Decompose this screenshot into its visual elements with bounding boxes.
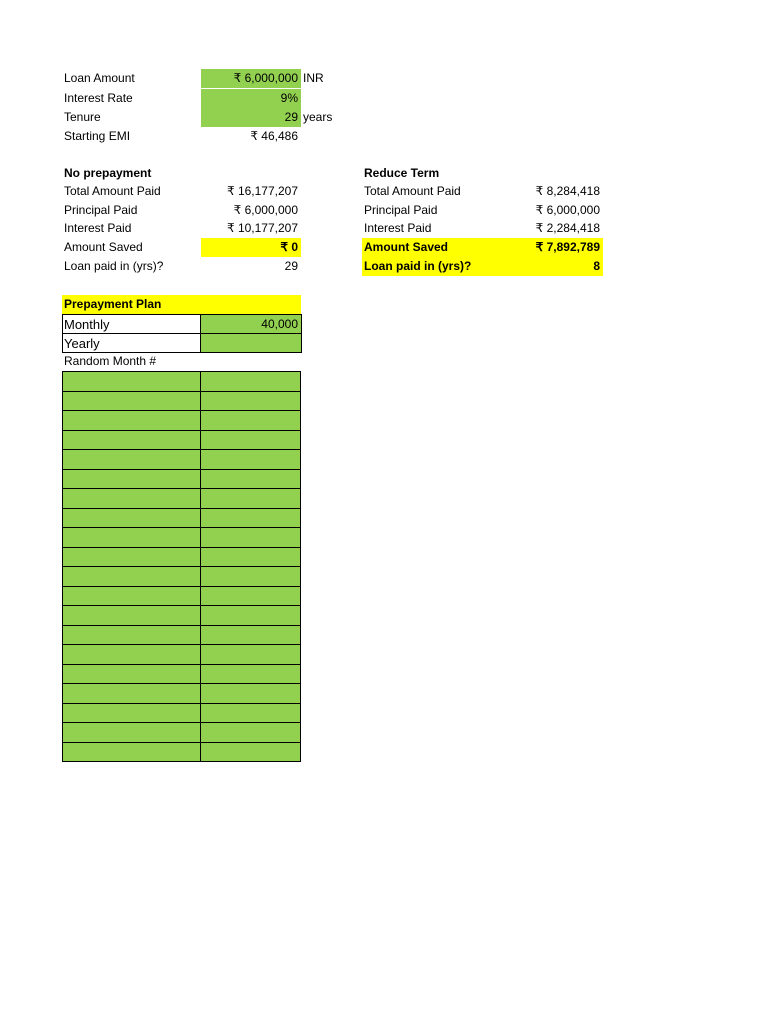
np-principal-value: ₹ 6,000,000	[233, 203, 298, 217]
np-interest-value: ₹ 10,177,207	[226, 221, 298, 235]
random-month-number-cell[interactable]	[63, 547, 201, 567]
random-month-amount-cell[interactable]	[201, 664, 301, 684]
random-month-amount-cell[interactable]	[201, 703, 301, 723]
random-month-number-cell[interactable]	[63, 664, 201, 684]
random-month-row	[63, 450, 301, 470]
loan-amount-label: Loan Amount	[64, 71, 135, 85]
monthly-value-cell[interactable]: 40,000	[200, 314, 302, 334]
random-month-amount-cell[interactable]	[201, 528, 301, 548]
random-month-amount-cell[interactable]	[201, 723, 301, 743]
rt-interest-value: ₹ 2,284,418	[535, 221, 600, 235]
rt-interest-label: Interest Paid	[364, 221, 432, 235]
rt-total-paid-value: ₹ 8,284,418	[535, 184, 600, 198]
random-month-amount-cell[interactable]	[201, 625, 301, 645]
random-month-amount-cell[interactable]	[201, 567, 301, 587]
random-month-row	[63, 586, 301, 606]
no-prepayment-title: No prepayment	[64, 166, 152, 180]
rt-amount-saved-value: ₹ 7,892,789	[501, 238, 603, 257]
monthly-label: Monthly	[64, 317, 110, 332]
random-month-number-cell[interactable]	[63, 411, 201, 431]
starting-emi-cell: ₹ 46,486	[250, 129, 298, 143]
rt-total-paid-label: Total Amount Paid	[364, 184, 461, 198]
random-month-amount-cell[interactable]	[201, 606, 301, 626]
random-month-row	[63, 430, 301, 450]
random-month-amount-cell[interactable]	[201, 547, 301, 567]
random-month-number-cell[interactable]	[63, 391, 201, 411]
random-month-amount-cell[interactable]	[201, 645, 301, 665]
np-years-label: Loan paid in (yrs)?	[64, 259, 164, 273]
random-month-amount-cell[interactable]	[201, 450, 301, 470]
random-month-label: Random Month #	[64, 354, 157, 368]
random-month-row	[63, 547, 301, 567]
random-month-amount-cell[interactable]	[201, 391, 301, 411]
random-month-amount-cell[interactable]	[201, 586, 301, 606]
random-month-row	[63, 508, 301, 528]
random-month-number-cell[interactable]	[63, 625, 201, 645]
np-years-value: 29	[284, 259, 298, 273]
rt-amount-saved-label: Amount Saved	[362, 238, 501, 257]
random-month-row	[63, 469, 301, 489]
random-month-number-cell[interactable]	[63, 723, 201, 743]
loan-amount-unit: INR	[303, 71, 324, 85]
np-amount-saved-label: Amount Saved	[64, 240, 143, 254]
random-month-number-cell[interactable]	[63, 528, 201, 548]
random-month-number-cell[interactable]	[63, 684, 201, 704]
prepayment-plan-title: Prepayment Plan	[62, 295, 301, 314]
random-month-number-cell[interactable]	[63, 567, 201, 587]
np-principal-label: Principal Paid	[64, 203, 138, 217]
random-month-amount-cell[interactable]	[201, 684, 301, 704]
np-total-paid-value: ₹ 16,177,207	[226, 184, 298, 198]
interest-rate-cell[interactable]: 9%	[201, 89, 301, 108]
random-month-row	[63, 645, 301, 665]
random-month-row	[63, 411, 301, 431]
random-month-row	[63, 625, 301, 645]
random-month-amount-cell[interactable]	[201, 508, 301, 528]
random-month-row	[63, 703, 301, 723]
loan-amount-cell[interactable]: ₹ 6,000,000	[201, 69, 301, 88]
random-month-number-cell[interactable]	[63, 450, 201, 470]
random-month-number-cell[interactable]	[63, 508, 201, 528]
random-month-row	[63, 567, 301, 587]
random-month-amount-cell[interactable]	[201, 430, 301, 450]
starting-emi-label: Starting EMI	[64, 129, 131, 143]
random-month-row	[63, 528, 301, 548]
random-month-number-cell[interactable]	[63, 430, 201, 450]
random-month-row	[63, 606, 301, 626]
random-month-number-cell[interactable]	[63, 372, 201, 392]
random-month-amount-cell[interactable]	[201, 469, 301, 489]
random-month-amount-cell[interactable]	[201, 742, 301, 762]
tenure-label: Tenure	[64, 110, 101, 124]
interest-rate-label: Interest Rate	[64, 91, 133, 105]
random-month-number-cell[interactable]	[63, 586, 201, 606]
random-month-number-cell[interactable]	[63, 489, 201, 509]
random-month-row	[63, 489, 301, 509]
random-month-number-cell[interactable]	[63, 703, 201, 723]
random-month-amount-cell[interactable]	[201, 411, 301, 431]
rt-principal-value: ₹ 6,000,000	[535, 203, 600, 217]
np-total-paid-label: Total Amount Paid	[64, 184, 161, 198]
yearly-label-cell	[62, 333, 201, 353]
random-month-amount-cell[interactable]	[201, 372, 301, 392]
random-month-amount-cell[interactable]	[201, 489, 301, 509]
random-month-number-cell[interactable]	[63, 645, 201, 665]
rt-years-value: 8	[501, 257, 603, 276]
reduce-term-title: Reduce Term	[364, 166, 440, 180]
rt-years-label: Loan paid in (yrs)?	[362, 257, 501, 276]
random-month-row	[63, 723, 301, 743]
random-month-number-cell[interactable]	[63, 606, 201, 626]
monthly-label-cell	[62, 314, 201, 334]
tenure-unit: years	[303, 110, 333, 124]
random-month-row	[63, 684, 301, 704]
rt-principal-label: Principal Paid	[364, 203, 438, 217]
np-interest-label: Interest Paid	[64, 221, 132, 235]
yearly-value-cell[interactable]	[200, 333, 302, 353]
tenure-cell[interactable]: 29	[201, 108, 301, 127]
random-month-number-cell[interactable]	[63, 742, 201, 762]
np-amount-saved-value: ₹ 0	[201, 238, 301, 257]
random-month-grid	[62, 371, 301, 762]
random-month-grid-body	[63, 372, 301, 762]
random-month-row	[63, 742, 301, 762]
random-month-row	[63, 664, 301, 684]
yearly-label: Yearly	[64, 336, 100, 351]
random-month-row	[63, 391, 301, 411]
random-month-row	[63, 372, 301, 392]
random-month-number-cell[interactable]	[63, 469, 201, 489]
